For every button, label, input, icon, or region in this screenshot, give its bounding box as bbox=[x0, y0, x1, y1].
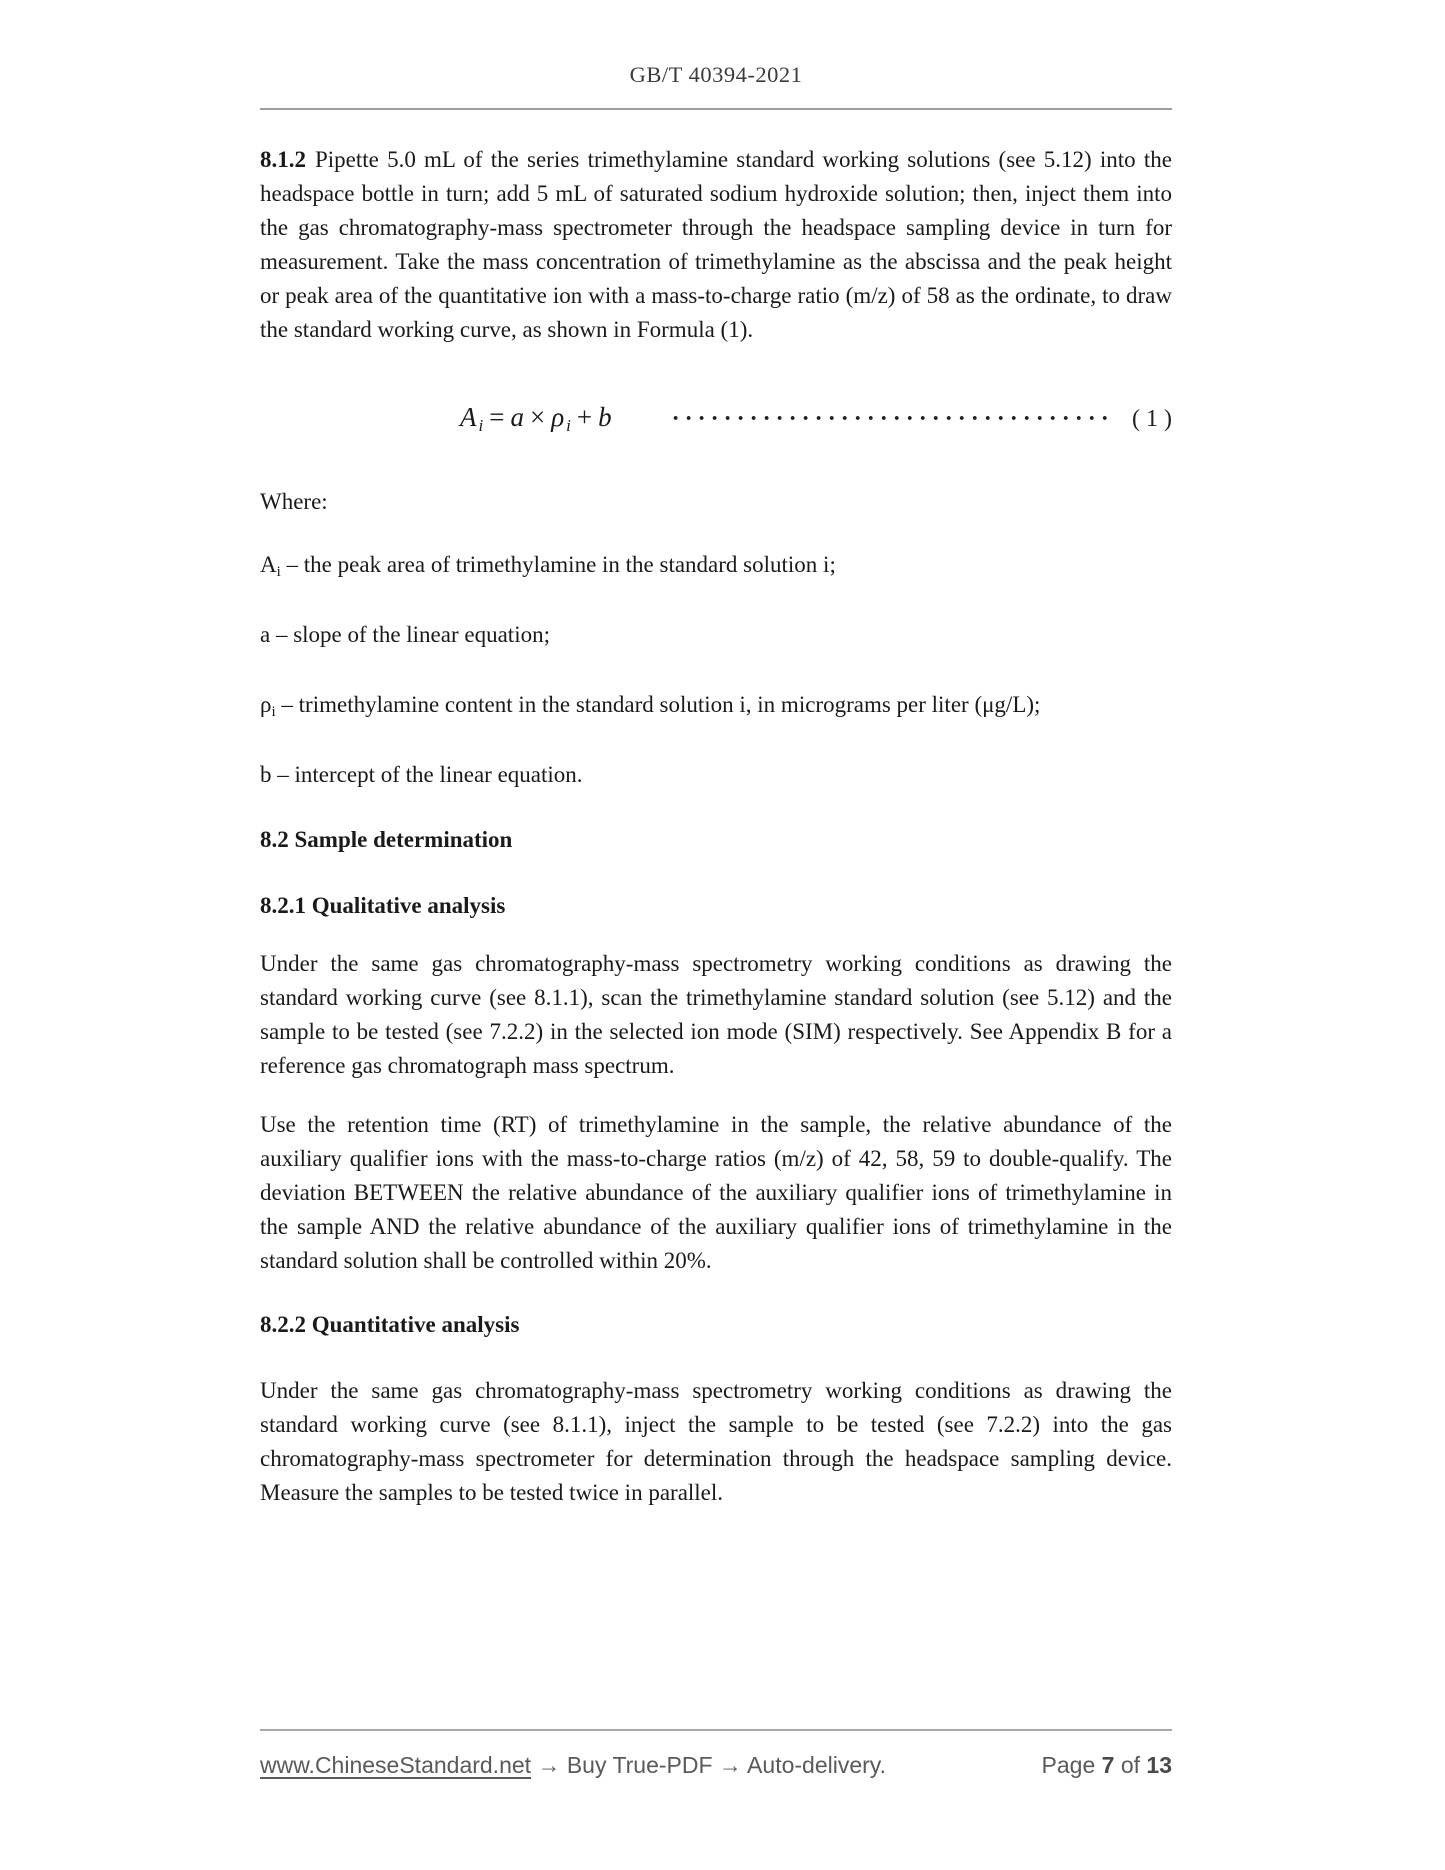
page-current: 7 bbox=[1101, 1752, 1115, 1778]
term-symbol: A bbox=[260, 552, 277, 577]
paragraph-quantitative: Under the same gas chromatography-mass spectrometry working conditions as drawing the standard working curve (see 8.1.1), inject the sample to be tested (see 7.2.2) into the gas chromatography-mass spectrometer for determination through the headspace sampling device. Measure the samples to be tested twice in parallel. bbox=[260, 1378, 1172, 1505]
footer-website-link[interactable]: www.ChineseStandard.net bbox=[260, 1752, 532, 1778]
formula-dot-leader: ·································· bbox=[671, 406, 1114, 432]
paragraph-8-1-2 bbox=[260, 143, 1172, 347]
formula-var-b: b bbox=[598, 402, 612, 432]
page-label: Page bbox=[1041, 1752, 1102, 1778]
paragraph-qualitative-2: Use the retention time (RT) of trimethylamine in the sample, the relative abundance of the auxiliary qualifier ions with the mass-to-charge ratios (m/z) of 42, 58, 59 to double-qualify. The deviation BETWEEN the relative abundance of the auxiliary qualifier ions of trimethylamine in the sample AND the relative abundance of the auxiliary qualifier ions of trimethylamine in the standard solution shall be controlled within 20%. bbox=[260, 1112, 1172, 1273]
formula-sub-i-2: i bbox=[566, 416, 571, 435]
equals-sign: = bbox=[489, 402, 505, 432]
formula-1-row bbox=[260, 397, 1172, 441]
term-subscript: i bbox=[271, 704, 276, 720]
heading-8-2-2: 8.2.2 Quantitative analysis bbox=[260, 1312, 520, 1337]
formula-expression bbox=[460, 402, 612, 436]
formula-var-A: A bbox=[460, 402, 477, 432]
clause-number: 8.1.2 bbox=[260, 147, 306, 172]
term-symbol: ρ bbox=[260, 692, 272, 717]
heading-8-2: 8.2 Sample determination bbox=[260, 827, 513, 852]
term-symbol: a bbox=[260, 622, 271, 647]
of-label: of bbox=[1114, 1752, 1147, 1778]
paragraph-qualitative-1: Under the same gas chromatography-mass spectrometry working conditions as drawing the standard working curve (see 8.1.1), scan the trimethylamine standard solution (see 5.12) and the sample to be tested (see 7.2.2) in the selected ion mode (SIM) respectively. See Appendix B for a reference gas chromatograph mass spectrum. bbox=[260, 951, 1172, 1078]
definition-text: – slope of the linear equation; bbox=[270, 622, 550, 647]
multiplication-sign: × bbox=[529, 402, 546, 432]
header-rule bbox=[260, 108, 1172, 110]
definition-item-Ai bbox=[260, 548, 1172, 589]
formula-var-rho: ρ bbox=[551, 402, 565, 432]
page-total: 13 bbox=[1146, 1752, 1172, 1778]
definition-item-rho bbox=[260, 688, 1172, 729]
definition-text: – intercept of the linear equation. bbox=[271, 762, 583, 787]
definition-item-b bbox=[260, 758, 1172, 799]
definition-text: – the peak area of trimethylamine in the standard solution i; bbox=[280, 552, 836, 577]
term-symbol: b bbox=[260, 762, 272, 787]
paragraph-8-1-2-text: Pipette 5.0 mL of the series trimethylamine standard working solutions (see 5.12) into the headspace bottle in turn; add 5 mL of saturated sodium hydroxide solution; then, inject them into the gas chromatography-mass spectrometer through the headspace sampling device in turn for measurement. Take the mass concentration of trimethylamine as the abscissa and the peak height or peak area of the quantitative ion with a mass-to-charge ratio (m/z) of 58 as the ordinate, to draw the standard working curve, as shown in Formula (1). bbox=[260, 147, 1172, 342]
footer-rule bbox=[260, 1729, 1172, 1731]
page-indicator bbox=[1042, 1750, 1172, 1780]
formula-sub-i-1: i bbox=[478, 416, 484, 435]
footer-delivery-text: → Buy True-PDF → Auto-delivery. bbox=[531, 1752, 886, 1778]
footer-left-text bbox=[260, 1750, 886, 1780]
formula-var-a: a bbox=[510, 402, 524, 432]
heading-8-2-1: 8.2.1 Qualitative analysis bbox=[260, 893, 506, 918]
page-footer bbox=[260, 1750, 1172, 1780]
definition-text: – trimethylamine content in the standard solution i, in micrograms per liter (μg/L); bbox=[275, 692, 1041, 717]
definition-item-a bbox=[260, 618, 1172, 659]
where-label: Where: bbox=[260, 489, 328, 514]
formula-number: ( 1 ) bbox=[1132, 405, 1172, 432]
document-number-title: GB/T 40394-2021 bbox=[629, 62, 803, 87]
plus-sign: + bbox=[576, 402, 593, 432]
term-subscript: i bbox=[276, 564, 281, 580]
